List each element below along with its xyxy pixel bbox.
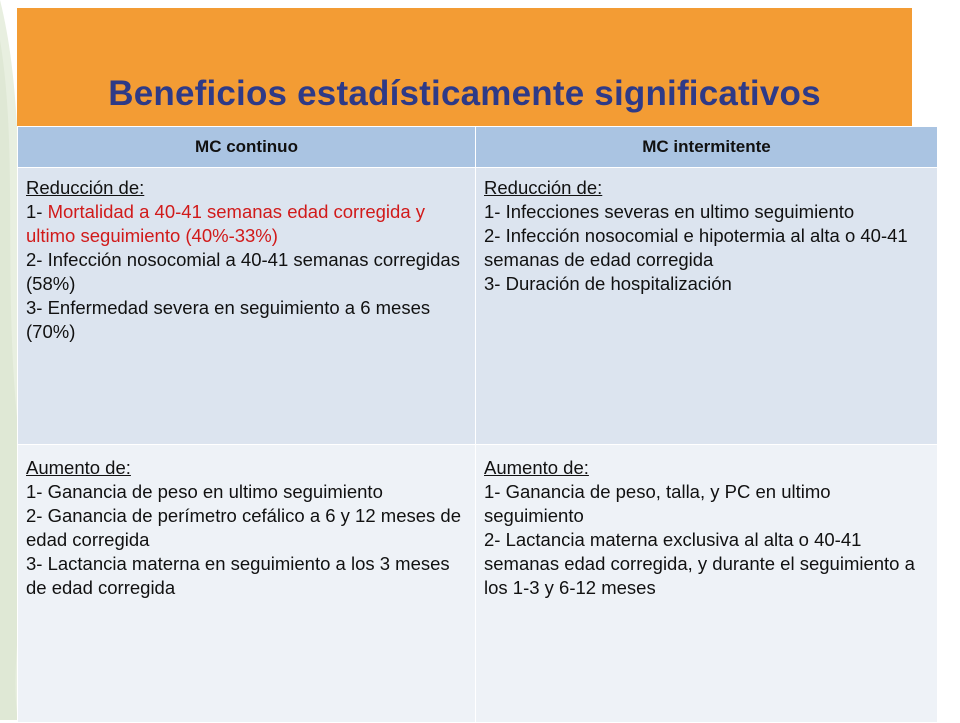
benefits-table (17, 126, 938, 723)
list-item: 2- Lactancia materna exclusiva al alta o 40-41 semanas edad corregida, y durante el seguimiento a los 1-3 y 6-12 meses (484, 529, 915, 598)
table-row (18, 168, 938, 445)
list-item: 2- Infección nosocomial a 40-41 semanas corregidas (58%) (26, 249, 460, 294)
cell-continuo-aumento (18, 445, 476, 723)
cell-intermitente-aumento (476, 445, 938, 723)
column-header-continuo: MC continuo (18, 127, 476, 168)
cell-heading: Aumento de: (26, 457, 131, 478)
page-title: Beneficios estadísticamente significativos (108, 74, 821, 113)
table-row (18, 445, 938, 723)
table-header-row (18, 127, 938, 168)
list-item-prefix: 1- (26, 201, 48, 222)
list-item: 3- Lactancia materna en seguimiento a los 3 meses de edad corregida (26, 553, 450, 598)
list-item: 1- Infecciones severas en ultimo seguimiento (484, 201, 855, 222)
cell-continuo-reduccion (18, 168, 476, 445)
cell-heading: Reducción de: (26, 177, 145, 198)
list-item: 3- Enfermedad severa en seguimiento a 6 meses (70%) (26, 297, 431, 342)
list-item: 1- Ganancia de peso, talla, y PC en ultimo seguimiento (484, 481, 831, 526)
list-item: 3- Duración de hospitalización (484, 273, 732, 294)
list-item (26, 200, 467, 248)
cell-intermitente-reduccion (476, 168, 938, 445)
cell-heading: Aumento de: (484, 457, 589, 478)
cell-heading: Reducción de: (484, 177, 603, 198)
column-header-intermitente: MC intermitente (476, 127, 938, 168)
highlighted-text: Mortalidad a 40-41 semanas edad corregida y ultimo seguimiento (40%-33%) (26, 201, 426, 246)
list-item: 2- Ganancia de perímetro cefálico a 6 y 12 meses de edad corregida (26, 505, 461, 550)
list-item: 2- Infección nosocomial e hipotermia al alta o 40-41 semanas de edad corregida (484, 225, 908, 270)
list-item: 1- Ganancia de peso en ultimo seguimiento (26, 481, 383, 502)
